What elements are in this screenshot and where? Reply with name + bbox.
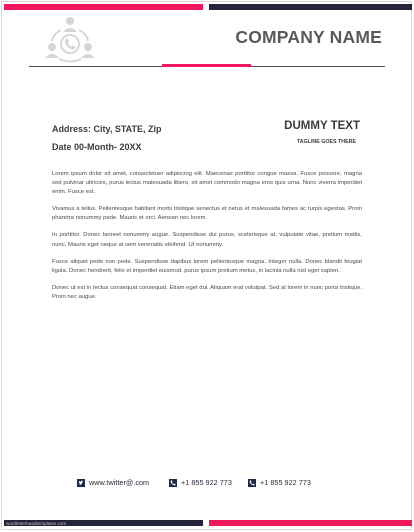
body-paragraph: Fusce aliquet pede non pede. Suspendisse dapibus lorem pellentesque magna. Integer nulla. Donec blandit feugiat ligula. Donec hendrerit, felis et imperdiet euismod, purus ipsum pretium metus, in lacinia nulla nisl eget sapien. — [52, 258, 362, 274]
tagline: TAGLINE GOES THERE — [296, 139, 356, 145]
body-paragraph: Donec ut est in lectus consequat consequat. Etiam eget dui. Aliquam erat volutpat. Sed at lorem in nunc porta tristique. Proin nec augue. — [52, 284, 362, 300]
top-dark-bar — [209, 4, 412, 10]
phone-icon — [169, 479, 177, 487]
body-paragraph: Lorem ipsum dolor sit amet, consectetuer adipiscing elit. Maecenas porttitor congue massa. Fusce posuere, magna sed pulvinar ultricies, purus lectus malesuada libero, sit amet commodo magna eros quis urna. Nunc viverra imperdiet enim. Fusce est. — [52, 171, 362, 196]
footer-phone-2 — [248, 478, 311, 487]
footer-twitter — [77, 478, 149, 487]
address-line: Address: City, STATE, Zip — [52, 124, 162, 134]
phone-number: +1 855 922 773 — [181, 478, 232, 487]
body-paragraph: In porttitor. Donec laoreet nonummy augue. Suspendisse dui purus, scelerisque at, vulputate vitae, pretium mattis, nunc. Mauris eget neque at sem venenatis eleifend. Ut nonummy. — [52, 232, 362, 248]
people-network-phone-icon — [44, 14, 96, 64]
bottom-accent-bar — [209, 520, 412, 526]
date-line: Date 00-Month- 20XX — [52, 142, 142, 152]
dummy-text-heading: DUMMY TEXT — [284, 120, 360, 132]
top-accent-bar — [4, 4, 203, 10]
phone-number: +1 855 922 773 — [260, 478, 311, 487]
twitter-handle: www.twitter@.com — [89, 478, 150, 487]
letter-body — [52, 170, 362, 310]
company-name: COMPANY NAME — [235, 27, 382, 47]
twitter-icon — [77, 479, 85, 487]
website-watermark: wordletterheadtemplates.com — [6, 521, 67, 526]
header-divider-accent — [162, 64, 251, 67]
phone-icon — [248, 479, 256, 487]
body-paragraph: Vivamus a tellus. Pellentesque habitant morbi tristique senectus et netus et malesuada fames ac turpis egestas. Proin pharetra nonummy pede. Mauris et orci. Aenean nec lorem. — [52, 206, 362, 222]
footer-phone-1 — [169, 478, 232, 487]
